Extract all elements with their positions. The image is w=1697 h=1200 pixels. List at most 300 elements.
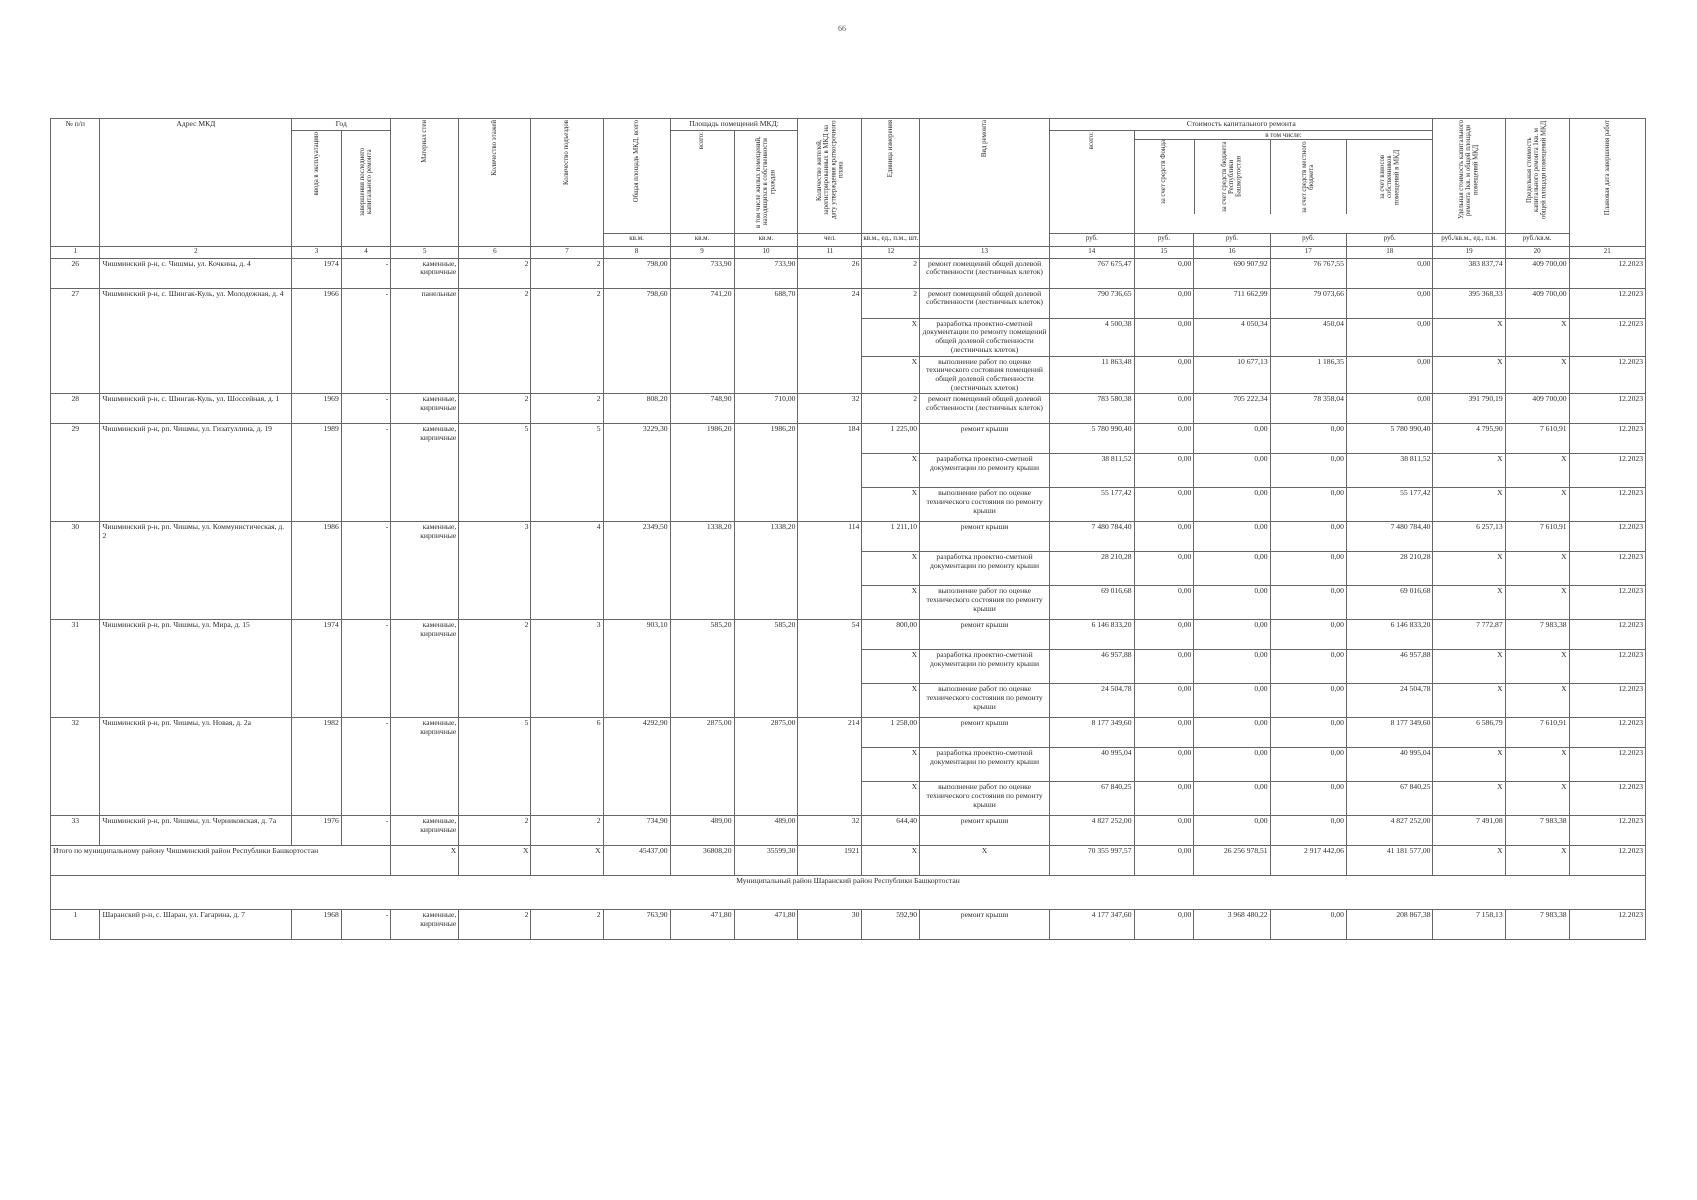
row-area-all: 585,20 [670, 620, 734, 718]
cost-total: 4 500,38 [1050, 318, 1135, 356]
unit-cell: кв.м. [670, 233, 734, 246]
row-area-residential: 2875,00 [734, 718, 798, 816]
max-cost: 7 610,91 [1505, 522, 1569, 552]
unit-cell: руб./кв.м. [1505, 233, 1569, 246]
work-type: выполнение работ по оценке технического состояния помещений общей долевой собственности (лестничных клеток) [920, 356, 1050, 394]
cost-fund: 0,00 [1134, 488, 1194, 522]
row-entrances: 6 [531, 718, 603, 816]
row-year-repair: - [341, 620, 391, 718]
row-year-commission: 1966 [292, 288, 341, 394]
cost-fund: 0,00 [1134, 356, 1194, 394]
cost-total: 5 780 990,40 [1050, 424, 1135, 454]
row-wall-material: каменные, кирпичные [391, 522, 459, 620]
column-index: 19 [1433, 246, 1505, 258]
total-cell: X [920, 846, 1050, 876]
row-floors: 2 [459, 288, 531, 394]
column-index: 7 [531, 246, 603, 258]
row-wall-material: каменные, кирпичные [391, 424, 459, 522]
cost-fund: 0,00 [1134, 620, 1194, 650]
row-floors: 2 [459, 394, 531, 424]
total-cell: 12.2023 [1569, 846, 1645, 876]
work-type: выполнение работ по оценке технического состояния по ремонту крыши [920, 782, 1050, 816]
work-unit: X [862, 748, 920, 782]
row-wall-material: каменные, кирпичные [391, 620, 459, 718]
total-cell: 35599,30 [734, 846, 798, 876]
column-index: 14 [1050, 246, 1135, 258]
cost-republic: 690 907,92 [1194, 258, 1270, 288]
work-type: ремонт крыши [920, 620, 1050, 650]
header-local-budget: за счет средств местного бюджета [1301, 140, 1316, 213]
header-area-all: всего: [698, 131, 706, 149]
work-type: выполнение работ по оценке технического состояния по ремонту крыши [920, 586, 1050, 620]
cost-local: 0,00 [1270, 488, 1346, 522]
table-row [51, 522, 1646, 552]
row-address: Чишминский р-н, с. Шингак-Куль, ул. Шоссейная, д. 1 [100, 394, 292, 424]
work-unit: 1 225,00 [862, 424, 920, 454]
cost-owners: 0,00 [1346, 394, 1433, 424]
work-unit: X [862, 782, 920, 816]
row-residents: 32 [798, 394, 862, 424]
last-row-cell: 7 983,38 [1505, 910, 1569, 940]
row-year-repair: - [341, 718, 391, 816]
cost-owners: 38 811,52 [1346, 454, 1433, 488]
work-type: разработка проектно-сметной документации по ремонту крыши [920, 552, 1050, 586]
unit-cell: руб. [1270, 233, 1346, 246]
last-row-cell: 30 [798, 910, 862, 940]
cost-total: 767 675,47 [1050, 258, 1135, 288]
table-row [51, 910, 1646, 940]
cost-republic: 0,00 [1194, 650, 1270, 684]
cost-total: 55 177,42 [1050, 488, 1135, 522]
cost-republic: 0,00 [1194, 748, 1270, 782]
total-cell: X [1505, 846, 1569, 876]
cost-total: 69 016,68 [1050, 586, 1135, 620]
unit-cost: 6 586,79 [1433, 718, 1505, 748]
row-year-repair: - [341, 258, 391, 288]
capital-repair-table [50, 118, 1646, 940]
row-area-all: 741,20 [670, 288, 734, 394]
column-index: 13 [920, 246, 1050, 258]
cost-owners: 0,00 [1346, 356, 1433, 394]
last-row-cell: 1 [51, 910, 100, 940]
unit-cost: X [1433, 488, 1505, 522]
work-type: ремонт помещений общей долевой собственности (лестничных клеток) [920, 288, 1050, 318]
work-type: ремонт крыши [920, 718, 1050, 748]
last-row-cell: 3 968 480,22 [1194, 910, 1270, 940]
row-year-commission: 1986 [292, 522, 341, 620]
cost-fund: 0,00 [1134, 586, 1194, 620]
row-total-area: 903,10 [603, 620, 670, 718]
header-cost-all: всего: [1088, 131, 1096, 149]
max-cost: 409 700,00 [1505, 258, 1569, 288]
header-floors: Количество этажей [491, 120, 499, 176]
cost-total: 11 863,48 [1050, 356, 1135, 394]
work-unit: 800,00 [862, 620, 920, 650]
cost-owners: 0,00 [1346, 258, 1433, 288]
row-number: 27 [51, 288, 100, 394]
last-row-cell: 208 867,38 [1346, 910, 1433, 940]
column-index: 3 [292, 246, 341, 258]
row-entrances: 2 [531, 394, 603, 424]
header-address: Адрес МКД [100, 119, 292, 247]
table-row [51, 816, 1646, 846]
unit-cost: 383 837,74 [1433, 258, 1505, 288]
cost-republic: 0,00 [1194, 552, 1270, 586]
end-date: 12.2023 [1569, 650, 1645, 684]
cost-republic: 4 050,34 [1194, 318, 1270, 356]
row-number: 31 [51, 620, 100, 718]
max-cost: 7 983,38 [1505, 620, 1569, 650]
end-date: 12.2023 [1569, 288, 1645, 318]
work-type: разработка проектно-сметной документации по ремонту крыши [920, 454, 1050, 488]
last-row-cell: 763,90 [603, 910, 670, 940]
work-unit: 1 258,00 [862, 718, 920, 748]
cost-owners: 0,00 [1346, 318, 1433, 356]
work-unit: X [862, 454, 920, 488]
work-unit: X [862, 318, 920, 356]
row-area-all: 2875,00 [670, 718, 734, 816]
row-area-residential: 733,90 [734, 258, 798, 288]
row-area-all: 1338,20 [670, 522, 734, 620]
header-num: № п/п [51, 119, 100, 247]
cost-republic: 0,00 [1194, 488, 1270, 522]
total-cell: 0,00 [1134, 846, 1194, 876]
column-index: 17 [1270, 246, 1346, 258]
row-wall-material: каменные, кирпичные [391, 816, 459, 846]
unit-cell: руб. [1194, 233, 1270, 246]
cost-republic: 0,00 [1194, 718, 1270, 748]
cost-republic: 10 677,13 [1194, 356, 1270, 394]
row-number: 29 [51, 424, 100, 522]
end-date: 12.2023 [1569, 586, 1645, 620]
cost-local: 0,00 [1270, 816, 1346, 846]
row-entrances: 2 [531, 816, 603, 846]
row-entrances: 2 [531, 288, 603, 394]
work-type: выполнение работ по оценке технического состояния по ремонту крыши [920, 684, 1050, 718]
row-total-area: 808,20 [603, 394, 670, 424]
max-cost: 7 983,38 [1505, 816, 1569, 846]
work-unit: X [862, 488, 920, 522]
cost-total: 38 811,52 [1050, 454, 1135, 488]
last-row-cell: 592,90 [862, 910, 920, 940]
last-row-cell: 471,80 [734, 910, 798, 940]
row-year-commission: 1974 [292, 258, 341, 288]
row-address: Чишминский р-н, рп. Чишмы, ул. Новая, д. 2а [100, 718, 292, 816]
last-row-cell: 4 177 347,60 [1050, 910, 1135, 940]
cost-fund: 0,00 [1134, 650, 1194, 684]
row-residents: 54 [798, 620, 862, 718]
max-cost: 7 610,91 [1505, 718, 1569, 748]
header-max-cost: Предельная стоимость капитального ремонта 1кв. м общей площади помещений МКД [1526, 120, 1548, 220]
cost-republic: 705 222,34 [1194, 394, 1270, 424]
cost-fund: 0,00 [1134, 748, 1194, 782]
header-area-group: Площадь помещений МКД: [670, 119, 798, 131]
last-row-cell: 471,80 [670, 910, 734, 940]
total-row [51, 846, 1646, 876]
max-cost: 7 610,91 [1505, 424, 1569, 454]
unit-cell: руб./кв.м., ед., п.м. [1433, 233, 1505, 246]
row-entrances: 3 [531, 620, 603, 718]
work-unit: 2 [862, 394, 920, 424]
row-year-repair: - [341, 522, 391, 620]
work-unit: 1 211,10 [862, 522, 920, 552]
cost-owners: 46 957,88 [1346, 650, 1433, 684]
end-date: 12.2023 [1569, 748, 1645, 782]
work-unit: 644,40 [862, 816, 920, 846]
row-entrances: 2 [531, 258, 603, 288]
end-date: 12.2023 [1569, 356, 1645, 394]
cost-owners: 69 016,68 [1346, 586, 1433, 620]
section-title: Муниципальный район Шаранский район Республики Башкортостан [51, 876, 1646, 910]
max-cost: X [1505, 488, 1569, 522]
row-area-all: 489,00 [670, 816, 734, 846]
end-date: 12.2023 [1569, 684, 1645, 718]
header-year-commission: ввода в эксплуатацию [312, 131, 320, 196]
header-residents: Количество жителей, зарегистрированных в МКД на дату утверждения краткосрочного плана [815, 120, 845, 220]
cost-local: 0,00 [1270, 748, 1346, 782]
row-residents: 32 [798, 816, 862, 846]
header-year-group: Год [292, 119, 391, 131]
cost-fund: 0,00 [1134, 522, 1194, 552]
cost-total: 790 736,65 [1050, 288, 1135, 318]
column-index: 6 [459, 246, 531, 258]
cost-local: 0,00 [1270, 620, 1346, 650]
cost-local: 0,00 [1270, 718, 1346, 748]
work-type: разработка проектно-сметной документации по ремонту помещений общей долевой собственности (лестничных клеток) [920, 318, 1050, 356]
cost-local: 79 073,66 [1270, 288, 1346, 318]
unit-cost: X [1433, 454, 1505, 488]
unit-cell: чел. [798, 233, 862, 246]
row-number: 30 [51, 522, 100, 620]
row-total-area: 2349,50 [603, 522, 670, 620]
row-floors: 2 [459, 816, 531, 846]
last-row-cell: 2 [459, 910, 531, 940]
row-entrances: 4 [531, 522, 603, 620]
row-year-commission: 1989 [292, 424, 341, 522]
row-wall-material: панельные [391, 288, 459, 394]
cost-local: 0,00 [1270, 424, 1346, 454]
cost-total: 6 146 833,20 [1050, 620, 1135, 650]
header-unit-cost: Удельная стоимость капитального ремонта 1кв. м общей площади помещений МКД [1458, 120, 1480, 220]
unit-cost: 6 257,13 [1433, 522, 1505, 552]
work-type: ремонт помещений общей долевой собственности (лестничных клеток) [920, 394, 1050, 424]
row-residents: 184 [798, 424, 862, 522]
unit-cost: 395 368,33 [1433, 288, 1505, 318]
unit-cost: 7 772,87 [1433, 620, 1505, 650]
row-area-residential: 585,20 [734, 620, 798, 718]
work-type: выполнение работ по оценке технического состояния по ремонту крыши [920, 488, 1050, 522]
last-row-cell: ремонт крыши [920, 910, 1050, 940]
max-cost: X [1505, 356, 1569, 394]
end-date: 12.2023 [1569, 488, 1645, 522]
row-year-repair: - [341, 424, 391, 522]
cost-republic: 0,00 [1194, 816, 1270, 846]
row-floors: 5 [459, 424, 531, 522]
cost-fund: 0,00 [1134, 288, 1194, 318]
header-end-date: Плановая дата завершения работ [1603, 120, 1611, 216]
row-address: Чишминский р-н, рп. Чишмы, ул. Коммунистическая, д. 2 [100, 522, 292, 620]
total-cell: 36808,20 [670, 846, 734, 876]
cost-owners: 6 146 833,20 [1346, 620, 1433, 650]
unit-cost: 391 790,19 [1433, 394, 1505, 424]
cost-local: 76 767,55 [1270, 258, 1346, 288]
cost-fund: 0,00 [1134, 424, 1194, 454]
cost-fund: 0,00 [1134, 782, 1194, 816]
header-unit: Единица измерения [887, 120, 895, 178]
cost-local: 450,04 [1270, 318, 1346, 356]
cost-total: 46 957,88 [1050, 650, 1135, 684]
total-cell: 41 181 577,00 [1346, 846, 1433, 876]
header-total-area: Общая площадь МКД, всего [633, 120, 641, 203]
row-area-residential: 1338,20 [734, 522, 798, 620]
unit-cost: X [1433, 586, 1505, 620]
total-cell: X [391, 846, 459, 876]
row-number: 28 [51, 394, 100, 424]
max-cost: X [1505, 454, 1569, 488]
cost-owners: 55 177,42 [1346, 488, 1433, 522]
total-cell: X [531, 846, 603, 876]
row-residents: 26 [798, 258, 862, 288]
column-index: 12 [862, 246, 920, 258]
section-row [51, 876, 1646, 910]
work-type: разработка проектно-сметной документации по ремонту крыши [920, 650, 1050, 684]
row-address: Чишминский р-н, рп. Чишмы, ул. Гизатуллина, д. 19 [100, 424, 292, 522]
row-total-area: 3229,30 [603, 424, 670, 522]
work-unit: X [862, 552, 920, 586]
row-area-all: 748,90 [670, 394, 734, 424]
total-cell: 1921 [798, 846, 862, 876]
last-row-cell: - [341, 910, 391, 940]
cost-fund: 0,00 [1134, 684, 1194, 718]
end-date: 12.2023 [1569, 522, 1645, 552]
cost-local: 0,00 [1270, 552, 1346, 586]
work-unit: X [862, 586, 920, 620]
row-floors: 5 [459, 718, 531, 816]
row-wall-material: каменные, кирпичные [391, 258, 459, 288]
cost-total: 7 480 784,40 [1050, 522, 1135, 552]
table-row [51, 424, 1646, 454]
row-total-area: 798,00 [603, 258, 670, 288]
row-area-residential: 489,00 [734, 816, 798, 846]
row-year-repair: - [341, 816, 391, 846]
work-unit: X [862, 684, 920, 718]
cost-total: 28 210,28 [1050, 552, 1135, 586]
unit-cell: кв.м., ед., п.м., шт. [862, 233, 920, 246]
cost-owners: 4 827 252,00 [1346, 816, 1433, 846]
row-address: Чишминский р-н, рп. Чишмы, ул. Черниковская, д. 7а [100, 816, 292, 846]
unit-cost: X [1433, 650, 1505, 684]
total-cell: X [459, 846, 531, 876]
header-republic-budget: за счет средств бюджета Республики Башкортостан [1221, 141, 1243, 212]
end-date: 12.2023 [1569, 718, 1645, 748]
row-address: Чишминский р-н, рп. Чишмы, ул. Мира, д. 15 [100, 620, 292, 718]
header-cost-group: Стоимость капитального ремонта [1050, 119, 1433, 131]
cost-total: 8 177 349,60 [1050, 718, 1135, 748]
column-index: 11 [798, 246, 862, 258]
table-row [51, 288, 1646, 318]
cost-local: 0,00 [1270, 522, 1346, 552]
cost-republic: 0,00 [1194, 586, 1270, 620]
cost-total: 67 840,25 [1050, 782, 1135, 816]
column-index: 8 [603, 246, 670, 258]
total-cell: 70 355 997,57 [1050, 846, 1135, 876]
column-index: 1 [51, 246, 100, 258]
cost-total: 4 827 252,00 [1050, 816, 1135, 846]
unit-cost: 7 491,08 [1433, 816, 1505, 846]
last-row-cell: 1968 [292, 910, 341, 940]
max-cost: X [1505, 552, 1569, 586]
last-row-cell: 0,00 [1270, 910, 1346, 940]
cost-total: 40 995,04 [1050, 748, 1135, 782]
row-wall-material: каменные, кирпичные [391, 718, 459, 816]
end-date: 12.2023 [1569, 394, 1645, 424]
end-date: 12.2023 [1569, 782, 1645, 816]
header-fund: за счет средств Фонда [1160, 139, 1168, 204]
unit-cell: руб. [1134, 233, 1194, 246]
column-index: 21 [1569, 246, 1645, 258]
max-cost: X [1505, 650, 1569, 684]
work-unit: 2 [862, 288, 920, 318]
work-type: ремонт помещений общей долевой собственности (лестничных клеток) [920, 258, 1050, 288]
row-year-commission: 1969 [292, 394, 341, 424]
cost-local: 0,00 [1270, 782, 1346, 816]
cost-republic: 0,00 [1194, 454, 1270, 488]
cost-owners: 8 177 349,60 [1346, 718, 1433, 748]
last-row-cell: 0,00 [1134, 910, 1194, 940]
row-number: 32 [51, 718, 100, 816]
last-row-cell: 2 [531, 910, 603, 940]
unit-cost: 4 795,90 [1433, 424, 1505, 454]
cost-owners: 0,00 [1346, 288, 1433, 318]
end-date: 12.2023 [1569, 454, 1645, 488]
row-entrances: 5 [531, 424, 603, 522]
cost-fund: 0,00 [1134, 718, 1194, 748]
header-wall-material: Материал стен [421, 120, 429, 163]
end-date: 12.2023 [1569, 318, 1645, 356]
cost-fund: 0,00 [1134, 816, 1194, 846]
total-cell: X [1433, 846, 1505, 876]
work-type: разработка проектно-сметной документации по ремонту крыши [920, 748, 1050, 782]
max-cost: 409 700,00 [1505, 288, 1569, 318]
row-floors: 2 [459, 258, 531, 288]
max-cost: X [1505, 782, 1569, 816]
column-index: 10 [734, 246, 798, 258]
header-entrances: Количество подъездов [563, 120, 571, 185]
cost-fund: 0,00 [1134, 454, 1194, 488]
row-area-residential: 710,00 [734, 394, 798, 424]
column-index: 2 [100, 246, 292, 258]
last-row-cell: Шаранский р-н, с. Шаран, ул. Гагарина, д. 7 [100, 910, 292, 940]
work-type: ремонт крыши [920, 522, 1050, 552]
total-cell: X [862, 846, 920, 876]
unit-cell: руб. [1050, 233, 1135, 246]
end-date: 12.2023 [1569, 552, 1645, 586]
end-date: 12.2023 [1569, 816, 1645, 846]
row-number: 33 [51, 816, 100, 846]
row-year-commission: 1982 [292, 718, 341, 816]
table-row [51, 718, 1646, 748]
cost-owners: 24 504,78 [1346, 684, 1433, 718]
last-row-cell: 7 158,13 [1433, 910, 1505, 940]
table-row [51, 394, 1646, 424]
row-residents: 214 [798, 718, 862, 816]
cost-total: 24 504,78 [1050, 684, 1135, 718]
table-row [51, 258, 1646, 288]
table-row [51, 620, 1646, 650]
end-date: 12.2023 [1569, 424, 1645, 454]
cost-owners: 7 480 784,40 [1346, 522, 1433, 552]
unit-cost: X [1433, 684, 1505, 718]
